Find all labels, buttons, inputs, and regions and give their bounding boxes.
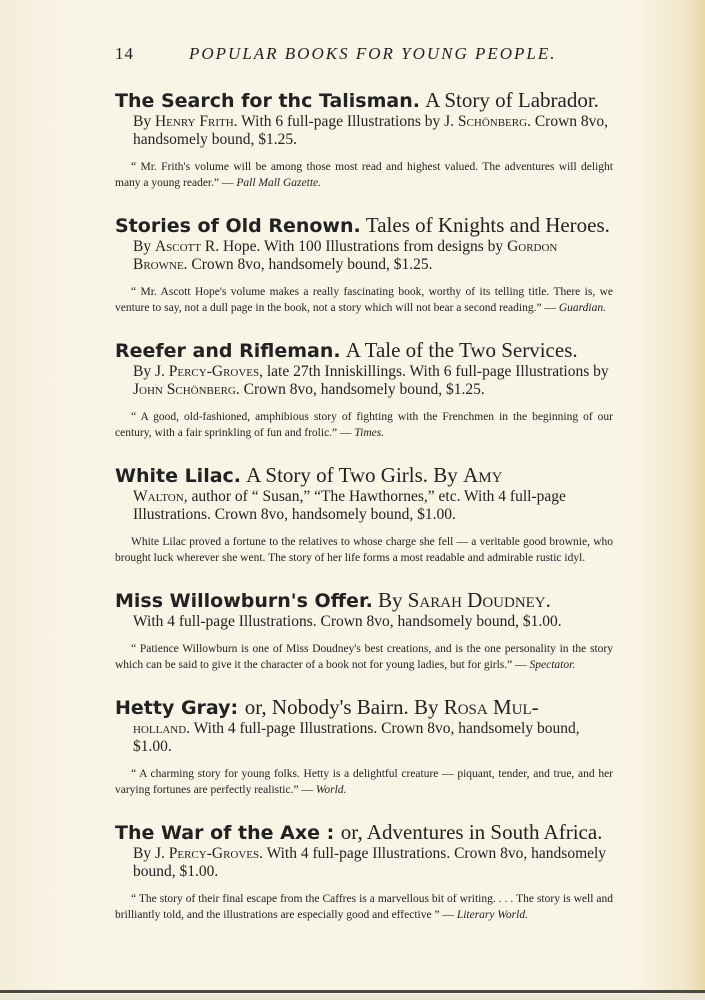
book-subtitle: By (377, 588, 408, 612)
entry-heading (115, 213, 613, 238)
quote-text: “ Mr. Frith's volume will be among those most read and highest valued. The adventures will delight many a young reader.” — (115, 161, 613, 189)
book-subtitle: Tales of Knights and Heroes. (365, 213, 610, 237)
running-title: POPULAR BOOKS FOR YOUNG PEOPLE. (189, 44, 557, 63)
book-description (115, 845, 613, 881)
book-subtitle: A Tale of the Two Services. (345, 338, 578, 362)
desc-text: By (133, 238, 155, 255)
page-number: 14 (115, 44, 134, 63)
book-title: Reefer and Rifleman. (115, 340, 341, 362)
book-entry (115, 588, 613, 673)
entry-heading (115, 88, 613, 113)
desc-text: , author of “ Susan,” “The Hawthornes,” etc. With 4 full-page Illustrations. Crown 8vo, handsomely bound, $1.00. (133, 488, 566, 523)
author-name: Percy-Groves (168, 363, 260, 380)
book-description (115, 720, 613, 756)
quote-text: “ Patience Willowburn is one of Miss Doudney's best creations, and is the one personality in the story which can be said to give it the character of a book not for young ladies, but for girls.” — (115, 643, 613, 671)
author-name: Henry Frith (154, 113, 234, 130)
book-subtitle: or, Adventures in South Africa. (340, 820, 603, 844)
quote-text: “ A good, old-fashioned, amphibious story of fighting with the Frenchmen in the beginning of our century, with a fair sprinkling of fun and frolic.” — (115, 411, 613, 439)
author-name: holland (133, 720, 187, 737)
illustrator-name: Gordon Browne (133, 238, 558, 273)
book-entry (115, 213, 613, 316)
desc-text: With 4 full-page Illustrations. Crown 8vo, handsomely bound, $1.00. (133, 613, 562, 630)
illustrator-name: Schönberg (457, 113, 528, 130)
entry-heading (115, 695, 613, 720)
book-entry (115, 88, 613, 191)
title-punctuation: : (319, 822, 341, 844)
book-entry (115, 338, 613, 441)
title-punctuation: : (230, 697, 245, 719)
review-quote (115, 409, 613, 441)
book-description (115, 363, 613, 399)
desc-text: . Crown 8vo, handsomely bound, $1.25. (235, 381, 485, 398)
quote-source: World. (315, 784, 347, 796)
desc-text: . With 6 full-page Illustrations by J. (233, 113, 458, 130)
desc-text: . With 4 full-page Illustrations. Crown 8vo, handsomely bound, $1.00. (133, 720, 580, 755)
entry-heading (115, 820, 613, 845)
quote-text: “ The story of their final escape from the Caffres is a marvellous bit of writing. . . . The story is well and brilliantly told, and the illustrations are especially good and effective ” — (115, 893, 613, 921)
author-name: Percy-Groves (168, 845, 260, 862)
author-name: Walton (133, 488, 184, 505)
book-title: The Search for thc Talisman. (115, 90, 420, 112)
review-quote (115, 641, 613, 673)
book-description (115, 613, 613, 631)
desc-text: By (133, 113, 155, 130)
review-quote (115, 284, 613, 316)
quote-source: Spectator. (529, 659, 576, 671)
book-title: Hetty Gray (115, 697, 231, 719)
desc-text: By J. (133, 845, 169, 862)
book-subtitle: or, Nobody's Bairn. By (244, 695, 444, 719)
bottom-rule (0, 990, 705, 993)
book-title: White Lilac. (115, 465, 242, 487)
review-quote (115, 159, 613, 191)
book-title: Stories of Old Renown. (115, 215, 361, 237)
review-quote (115, 534, 613, 566)
desc-text: . Crown 8vo, handsomely bound, $1.25. (133, 113, 609, 148)
author-name: Amy (463, 463, 503, 487)
book-title: Miss Willowburn's Offer. (115, 590, 373, 612)
author-name: Ascott (154, 238, 201, 255)
quote-source: Times. (354, 427, 385, 439)
author-name: Sarah Doudney. (407, 588, 551, 612)
book-list (115, 88, 613, 945)
page-edge (0, 994, 705, 1000)
author-name: Rosa Mul- (443, 695, 539, 719)
quote-source: Guardian. (558, 302, 606, 314)
running-header (115, 44, 615, 70)
desc-text: . Crown 8vo, handsomely bound, $1.25. (183, 256, 433, 273)
illustrator-name: John Schönberg (133, 381, 236, 398)
quote-text: “ Mr. Ascott Hope's volume makes a really fascinating book, worthy of its telling title. There is, we venture to say, not a dull page in the book, not a story which will not bear a second reading.” — (115, 286, 613, 314)
entry-heading (115, 338, 613, 363)
book-title: The War of the Axe (115, 822, 320, 844)
book-description (115, 113, 613, 149)
book-subtitle: A Story of Labrador. (425, 88, 599, 112)
quote-source: Literary World. (456, 909, 528, 921)
review-quote (115, 891, 613, 923)
entry-heading (115, 463, 613, 488)
book-subtitle: A Story of Two Girls. By (246, 463, 464, 487)
desc-text: By J. (133, 363, 169, 380)
quote-text: “ A charming story for young folks. Hetty is a delightful creature — piquant, tender, and true, and her varying fortunes are perfectly realistic.” — (115, 768, 613, 796)
book-description (115, 238, 613, 274)
review-quote (115, 766, 613, 798)
quote-text: White Lilac proved a fortune to the relatives to whose charge she fell — a veritable good brownie, who brought luck wherever she went. The story of her life forms a most readable and admirable rustic idyl. (115, 536, 613, 564)
book-entry (115, 820, 613, 923)
desc-text: R. Hope. With 100 Illustrations from designs by (201, 238, 508, 255)
quote-source: Pall Mall Gazette. (236, 177, 321, 189)
book-entry (115, 695, 613, 798)
entry-heading (115, 588, 613, 613)
desc-text: , late 27th Inniskillings. With 6 full-page Illustrations by (259, 363, 609, 380)
book-entry (115, 463, 613, 566)
desc-text: . With 4 full-page Illustrations. Crown 8vo, handsomely bound, $1.00. (133, 845, 607, 880)
book-description (115, 488, 613, 524)
